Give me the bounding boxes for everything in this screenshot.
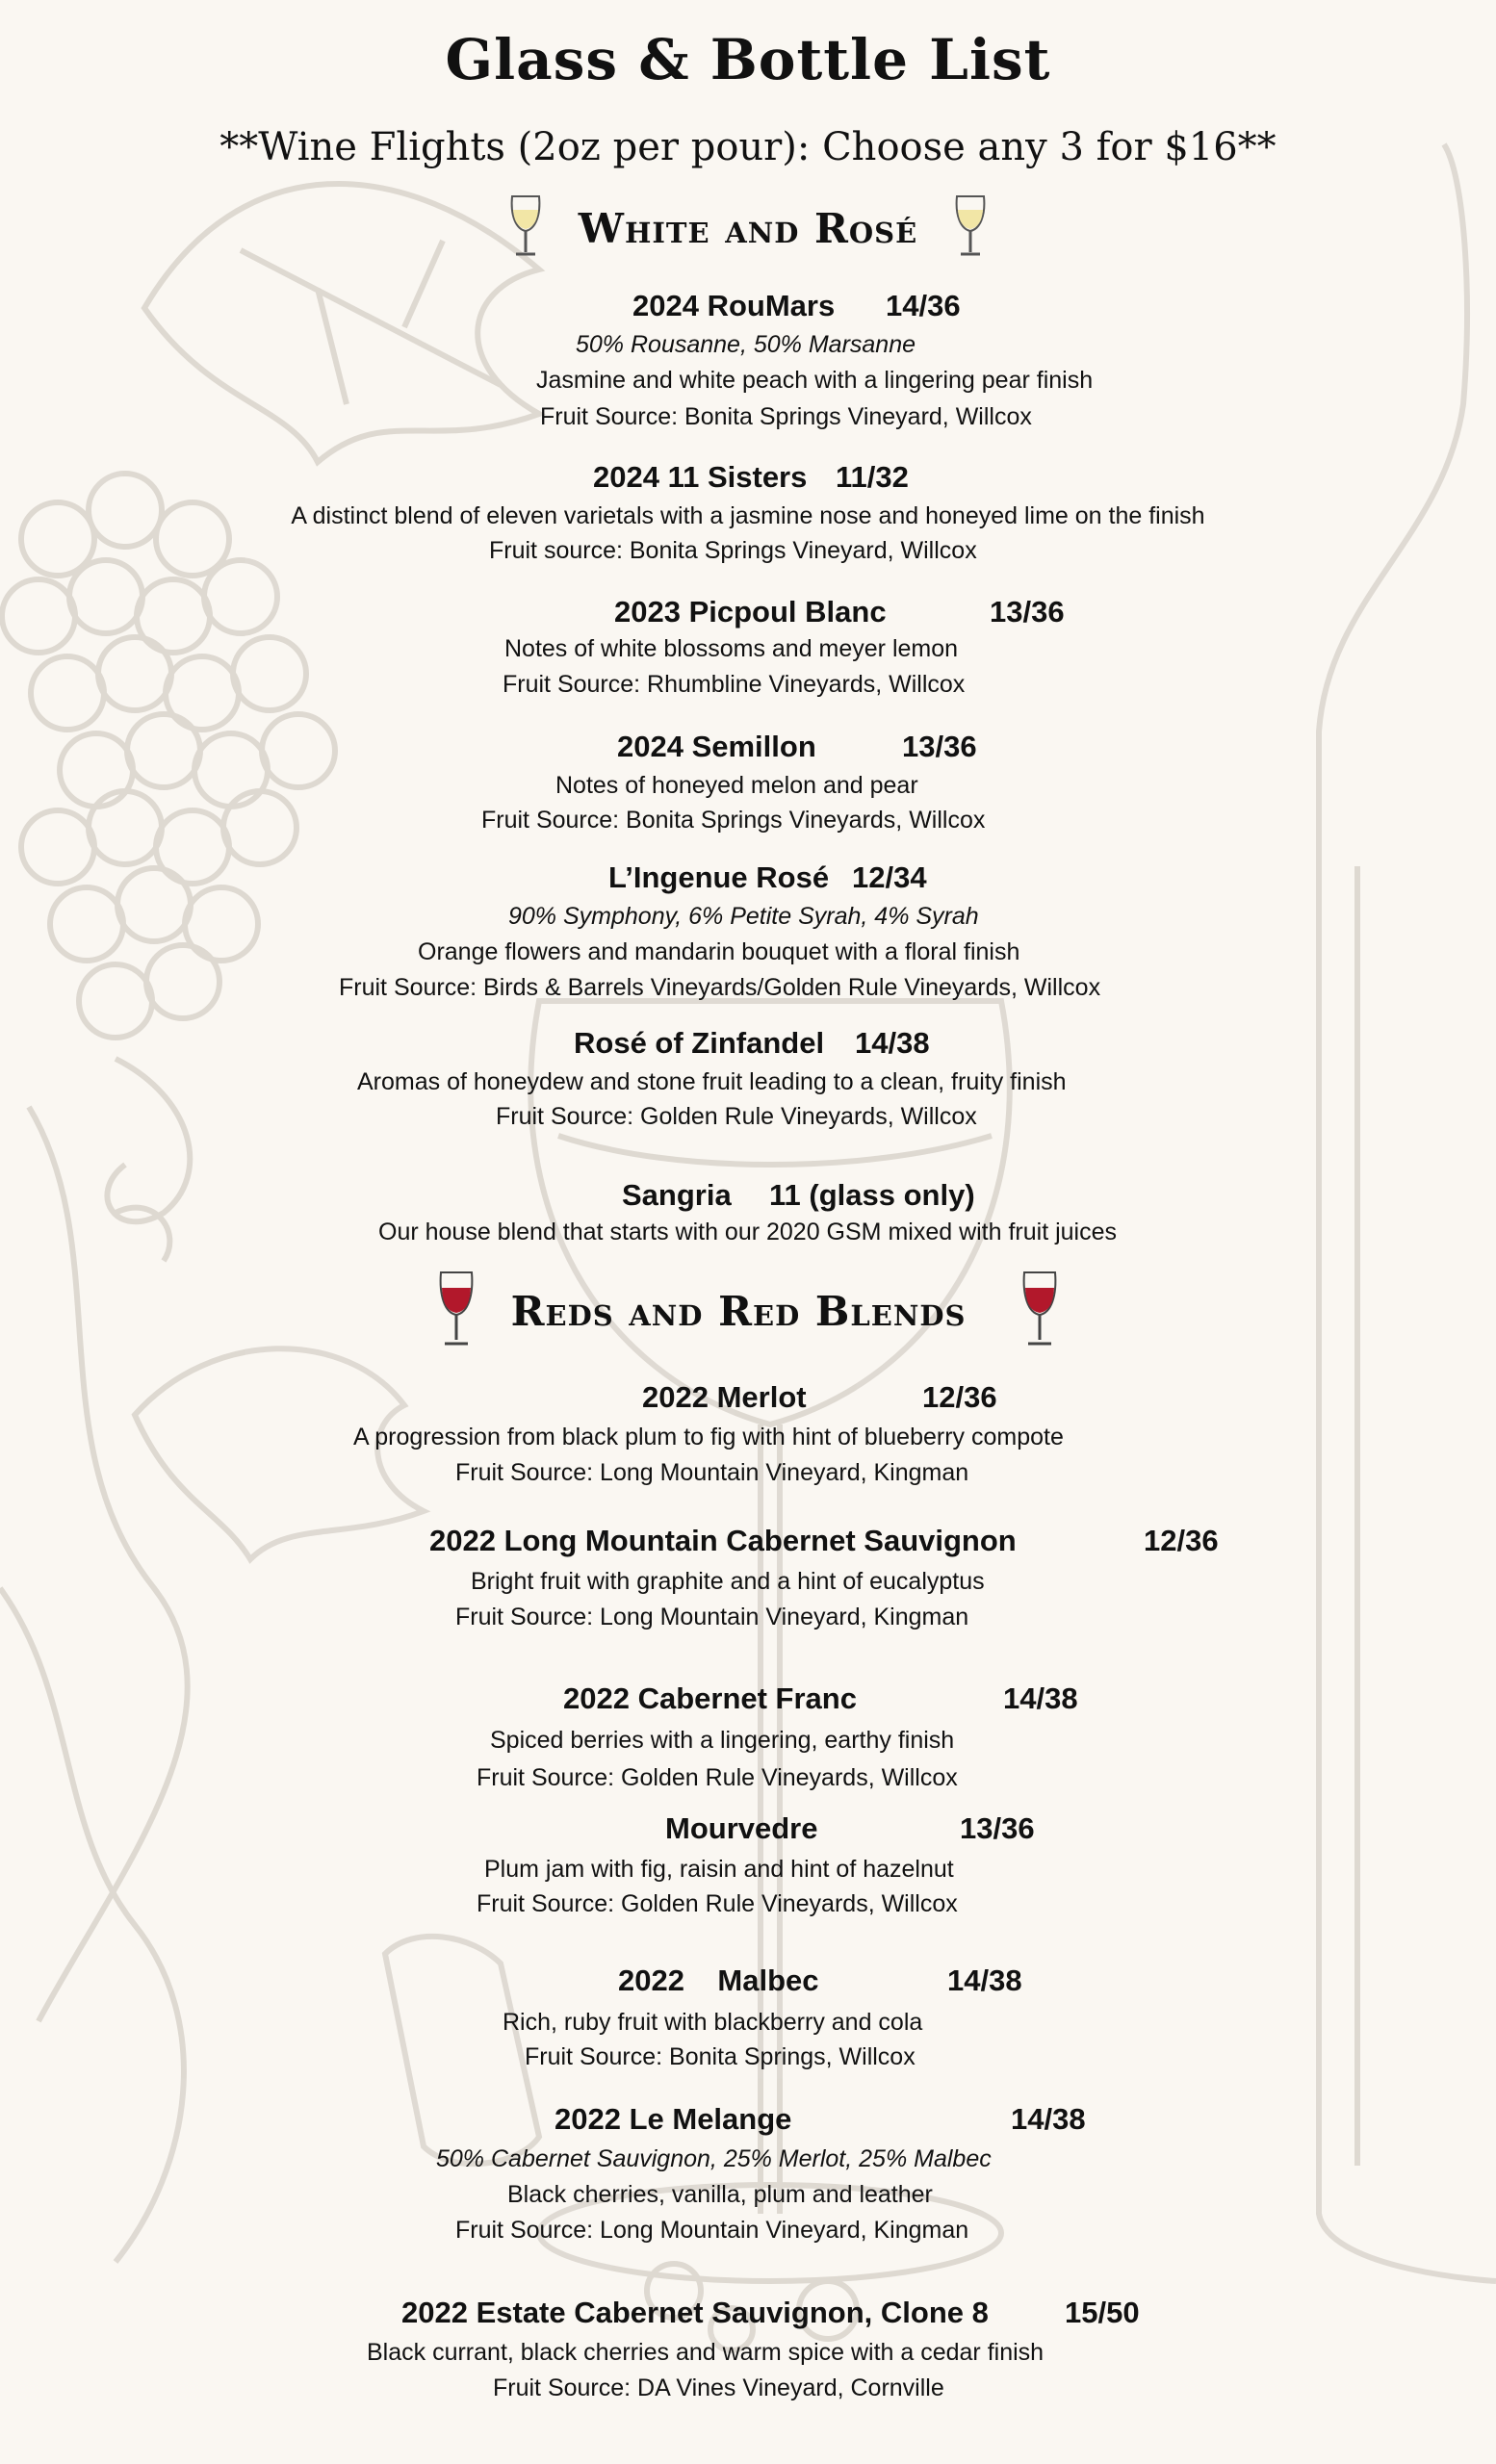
wine-source: Fruit Source: Long Mountain Vineyard, Kingman [455, 1604, 969, 1630]
wine-notes: A distinct blend of eleven varietals with a jasmine nose and honeyed lime on the finish [291, 502, 1205, 529]
reds-section-title: Reds and Red Blends [510, 1288, 967, 1335]
wine-grapes: 50% Rousanne, 50% Marsanne [576, 331, 916, 358]
wine-price: 15/50 [1065, 2296, 1140, 2329]
wine-source: Fruit Source: Bonita Springs Vineyards, Willcox [481, 807, 986, 834]
white-wine-glass-icon [951, 192, 990, 265]
wine-notes: Black cherries, vanilla, plum and leather [507, 2181, 933, 2208]
wine-notes: Rich, ruby fruit with blackberry and cola [503, 2009, 923, 2036]
white-wine-glass-icon [506, 192, 545, 265]
wine-source: Fruit Source: Long Mountain Vineyard, Kingman [455, 2217, 969, 2244]
wine-notes: Orange flowers and mandarin bouquet with a floral finish [418, 938, 1020, 965]
wine-price: 11/32 [836, 460, 909, 494]
wine-name: 2024 RouMars [632, 289, 836, 322]
wine-price: 14/38 [855, 1026, 930, 1060]
wine-source: Fruit Source: DA Vines Vineyard, Cornville [493, 2374, 944, 2401]
red-wine-glass-icon [435, 1269, 477, 1354]
wine-name: Mourvedre [665, 1811, 818, 1845]
wine-name: 2024 11 Sisters [593, 460, 808, 494]
wine-price: 13/36 [960, 1811, 1035, 1845]
wine-notes: Notes of honeyed melon and pear [555, 772, 918, 799]
wine-price: 14/38 [947, 1964, 1022, 1997]
page-title: Glass & Bottle List [445, 27, 1051, 92]
reds-section-header [0, 1269, 1496, 1354]
wine-notes: A progression from black plum to fig with hint of blueberry compote [353, 1424, 1064, 1450]
wine-name: 2022 Malbec [618, 1964, 819, 1997]
wine-notes: Plum jam with fig, raisin and hint of hazelnut [484, 1856, 954, 1883]
wine-price: 12/34 [852, 860, 927, 894]
wine-notes: Aromas of honeydew and stone fruit leading to a clean, fruity finish [357, 1068, 1067, 1095]
wine-name: 2023 Picpoul Blanc [614, 595, 887, 629]
wine-grapes: 90% Symphony, 6% Petite Syrah, 4% Syrah [508, 903, 979, 930]
wine-price: 14/38 [1003, 1681, 1078, 1715]
wine-notes: Bright fruit with graphite and a hint of eucalyptus [471, 1568, 985, 1595]
wine-price: 12/36 [1144, 1524, 1219, 1557]
wine-price: 13/36 [990, 595, 1065, 629]
wine-name: 2022 Cabernet Franc [563, 1681, 857, 1715]
wine-name: 2022 Le Melange [555, 2102, 792, 2136]
wine-notes: Notes of white blossoms and meyer lemon [504, 635, 959, 662]
wine-notes: Jasmine and white peach with a lingering pear finish [536, 367, 1094, 394]
wine-grapes: 50% Cabernet Sauvignon, 25% Merlot, 25% Malbec [436, 2145, 992, 2172]
wine-name: 2022 Long Mountain Cabernet Sauvignon [429, 1524, 1017, 1557]
red-wine-glass-icon [1019, 1269, 1061, 1354]
wine-name: Sangria [622, 1178, 732, 1212]
wine-name: L’Ingenue Rosé [608, 860, 830, 894]
wine-price: 11 (glass only) [769, 1178, 975, 1212]
whites-section-header [0, 192, 1496, 265]
wine-source: Fruit Source: Golden Rule Vineyards, Willcox [496, 1103, 977, 1130]
wine-name: Rosé of Zinfandel [574, 1026, 825, 1060]
wine-notes: Spiced berries with a lingering, earthy finish [490, 1727, 955, 1754]
whites-section-title: White and Rosé [578, 205, 918, 252]
wine-name: 2022 Estate Cabernet Sauvignon, Clone 8 [401, 2296, 989, 2329]
wine-source: Fruit Source: Rhumbline Vineyards, Willcox [503, 671, 966, 698]
wine-source: Fruit source: Bonita Springs Vineyard, Willcox [489, 537, 977, 564]
wine-price: 13/36 [902, 730, 977, 763]
wine-source: Fruit Source: Bonita Springs Vineyard, Willcox [540, 403, 1032, 430]
wine-source: Fruit Source: Long Mountain Vineyard, Kingman [455, 1459, 969, 1486]
wine-source: Fruit Source: Bonita Springs, Willcox [525, 2043, 916, 2070]
wine-notes: Our house blend that starts with our 2020 GSM mixed with fruit juices [378, 1219, 1118, 1245]
wine-flights-banner: **Wine Flights (2oz per pour): Choose any 3 for $16** [219, 125, 1277, 169]
wine-source: Fruit Source: Birds & Barrels Vineyards/Golden Rule Vineyards, Willcox [339, 974, 1101, 1001]
wine-price: 12/36 [922, 1380, 997, 1414]
wine-name: 2022 Merlot [642, 1380, 807, 1414]
wine-source: Fruit Source: Golden Rule Vineyards, Willcox [477, 1764, 958, 1791]
wine-notes: Black currant, black cherries and warm spice with a cedar finish [367, 2339, 1045, 2366]
wine-source: Fruit Source: Golden Rule Vineyards, Willcox [477, 1890, 958, 1917]
wine-price: 14/38 [1011, 2102, 1086, 2136]
wine-name: 2024 Semillon [617, 730, 816, 763]
wine-price: 14/36 [886, 289, 961, 322]
